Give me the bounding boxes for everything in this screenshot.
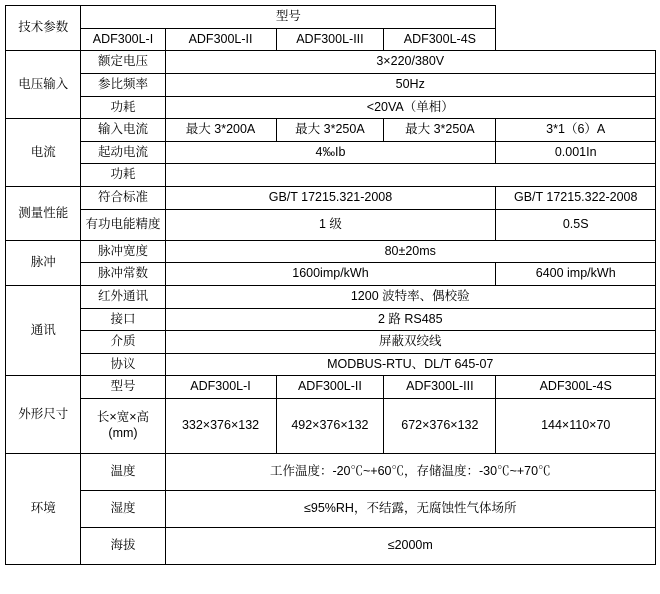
header-model-3: ADF300L-III [276,28,384,51]
row-value: 最大 3*250A [384,119,496,142]
table-row [6,51,656,74]
table-row [6,240,656,263]
row-value: MODBUS-RTU、DL/T 645-07 [165,353,655,376]
table-row [6,376,656,399]
row-value [165,164,655,187]
row-value: 332×376×132 [165,399,276,454]
row-label: 参比频率 [81,73,165,96]
row-label: 符合标准 [81,187,165,210]
section-label-measurement: 测量性能 [6,187,81,241]
row-value: ADF300L-4S [496,376,656,399]
table-row [6,263,656,286]
table-row [6,528,656,565]
table-body [6,6,656,565]
row-label: 额定电压 [81,51,165,74]
row-label: 红外通讯 [81,285,165,308]
row-value: 0.001In [496,141,656,164]
row-value: ADF300L-I [165,376,276,399]
row-label: 起动电流 [81,141,165,164]
table-row-header-1 [6,6,656,29]
section-label-pulse: 脉冲 [6,240,81,285]
table-row [6,164,656,187]
table-row [6,187,656,210]
row-value: 6400 imp/kWh [496,263,656,286]
header-model-label: 型号 [81,6,496,29]
section-label-communication: 通讯 [6,285,81,376]
row-value: 4‰Ib [165,141,496,164]
header-model-1: ADF300L-I [81,28,165,51]
row-label: 有功电能精度 [81,209,165,240]
row-value: 1 级 [165,209,496,240]
section-label-voltage-input: 电压输入 [6,51,81,119]
table-row [6,308,656,331]
header-model-2: ADF300L-II [165,28,276,51]
table-row [6,353,656,376]
row-label: 功耗 [81,164,165,187]
row-value: 最大 3*250A [276,119,384,142]
row-label: 接口 [81,308,165,331]
table-row [6,141,656,164]
row-value: ≤95%RH，不结露，无腐蚀性气体场所 [165,491,655,528]
header-param-label: 技术参数 [6,6,81,51]
row-label: 协议 [81,353,165,376]
row-label: 温度 [81,454,165,491]
row-label: 长×宽×高(mm) [81,399,165,454]
row-value: 3×220/380V [165,51,655,74]
row-label: 脉冲常数 [81,263,165,286]
table-row [6,119,656,142]
row-label: 型号 [81,376,165,399]
table-row [6,209,656,240]
specification-table [5,5,656,565]
header-model-4: ADF300L-4S [384,28,496,51]
table-row [6,285,656,308]
table-row [6,454,656,491]
section-label-environment: 环境 [6,454,81,565]
row-value: 最大 3*200A [165,119,276,142]
row-value: GB/T 17215.322-2008 [496,187,656,210]
section-label-dimensions: 外形尺寸 [6,376,81,454]
row-value: 3*1（6）A [496,119,656,142]
row-value: 1600imp/kWh [165,263,496,286]
row-value: 1200 波特率、偶校验 [165,285,655,308]
row-value: 工作温度：-20℃~+60℃，存储温度：-30℃~+70℃ [165,454,655,491]
table-row [6,96,656,119]
row-label: 脉冲宽度 [81,240,165,263]
row-value: ≤2000m [165,528,655,565]
section-label-current: 电流 [6,119,81,187]
row-value: 屏蔽双绞线 [165,331,655,354]
table-row [6,331,656,354]
row-value: 50Hz [165,73,655,96]
row-value: ADF300L-II [276,376,384,399]
row-value: 0.5S [496,209,656,240]
row-label: 输入电流 [81,119,165,142]
table-row-header-2 [6,28,656,51]
row-value: GB/T 17215.321-2008 [165,187,496,210]
table-row [6,399,656,454]
row-value: 672×376×132 [384,399,496,454]
table-row [6,73,656,96]
row-label: 湿度 [81,491,165,528]
row-value: 492×376×132 [276,399,384,454]
row-label: 海拔 [81,528,165,565]
row-value: 144×110×70 [496,399,656,454]
row-value: 2 路 RS485 [165,308,655,331]
row-value: <20VA（单相） [165,96,655,119]
row-value: ADF300L-III [384,376,496,399]
table-row [6,491,656,528]
row-label: 功耗 [81,96,165,119]
row-value: 80±20ms [165,240,655,263]
row-label: 介质 [81,331,165,354]
